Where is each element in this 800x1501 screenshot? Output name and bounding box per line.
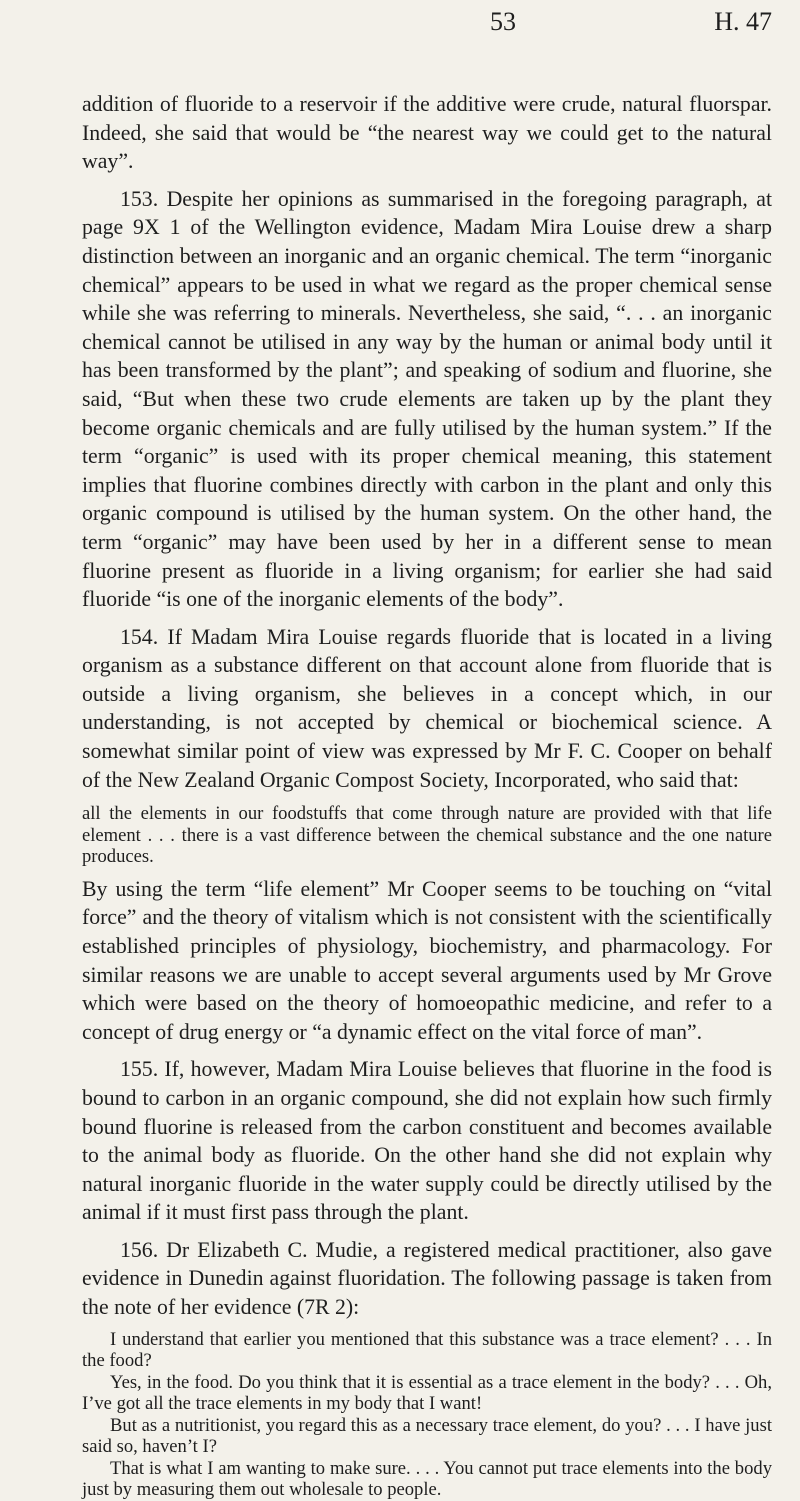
transcript-line: Yes, in the food. Do you think that it is essential as a trace element in the body? . . . Oh, I’ve got all the trace elements in my body that I want!: [82, 1371, 772, 1415]
evidence-transcript: [82, 1329, 772, 1501]
section-reference: H. 47: [714, 7, 772, 36]
page-number: 53: [490, 7, 516, 36]
body-text: [82, 90, 772, 1501]
transcript-line: That is what I am wanting to make sure. . . . You cannot put trace elements into the body just by measuring them out wholesale to people.: [82, 1457, 772, 1501]
paragraph-155: 155. If, however, Madam Mira Louise believes that fluorine in the food is bound to carbon in an organic compound, she did not explain how such firmly bound fluorine is released from the carbon constituent and becomes available to the animal body as fluoride. On the other hand she did not explain why natural inorganic fluoride in the water supply could be directly utilised by the animal if it must first pass through the plant.: [82, 1057, 772, 1225]
paragraph-154: 154. If Madam Mira Louise regards fluoride that is located in a living organism as a substance different on that account alone from fluoride that is outside a living organism, she believes in a concept which, in our understanding, is not accepted by chemical or biochemical science. A somewhat similar point of view was expressed by Mr F. C. Cooper on behalf of the New Zealand Organic Compost Society, Incorporated, who said that:: [82, 624, 772, 792]
paragraph-154-continued: By using the term “life element” Mr Cooper seems to be touching on “vital force” and the theory of vitalism which is not consistent with the scientifically established principles of physiology, biochemistry, and pharmacology. For similar reasons we are unable to accept several arguments used by Mr Grove which were based on the theory of homoeopathic medicine, and refer to a concept of drug energy or “a dynamic effect on the vital force of man”.: [82, 876, 772, 1044]
paragraph-153: 153. Despite her opinions as summarised in the foregoing paragraph, at page 9X 1 of the Wellington evidence, Madam Mira Louise drew a sharp distinction between an inorganic and an organic chemical. The term “inorganic chemical” appears to be used in what we regard as the proper chemical sense while she was referring to minerals. Nevertheless, she said, “. . . an inorganic chemical cannot be utilised in any way by the human or animal body until it has been transformed by the plant”; and speaking of sodium and fluorine, she said, “But when these two crude elements are taken up by the plant they become organic chemicals and are fully utilised by the human system.” If the term “organic” is used with its proper chemical meaning, this statement implies that fluorine combines directly with carbon in the plant and only this organic compound is utilised by the human system. On the other hand, the term “organic” may have been used by her in a different sense to mean fluorine present as fluoride in a living organism; for earlier she had said fluoride “is one of the inorganic elements of the body”.: [82, 186, 772, 612]
transcript-line: But as a nutritionist, you regard this as a necessary trace element, do you? . . . I have just said so, haven’t I?: [82, 1414, 772, 1458]
transcript-line: I understand that earlier you mentioned that this substance was a trace element? . . . In the food?: [82, 1328, 772, 1372]
quotation-cooper: all the elements in our foodstuffs that come through nature are provided with that life element . . . there is a vast difference between the chemical substance and the one nature produces.: [82, 803, 772, 868]
paragraph-continuation: addition of fluoride to a reservoir if the additive were crude, natural fluorspar. Indeed, she said that would be “the nearest way we could get to the natural way”.: [82, 92, 772, 174]
page-header: [0, 2, 800, 42]
paragraph-156: 156. Dr Elizabeth C. Mudie, a registered medical practitioner, also gave evidence in Dunedin against fluoridation. The following passage is taken from the note of her evidence (7R 2):: [82, 1237, 772, 1320]
